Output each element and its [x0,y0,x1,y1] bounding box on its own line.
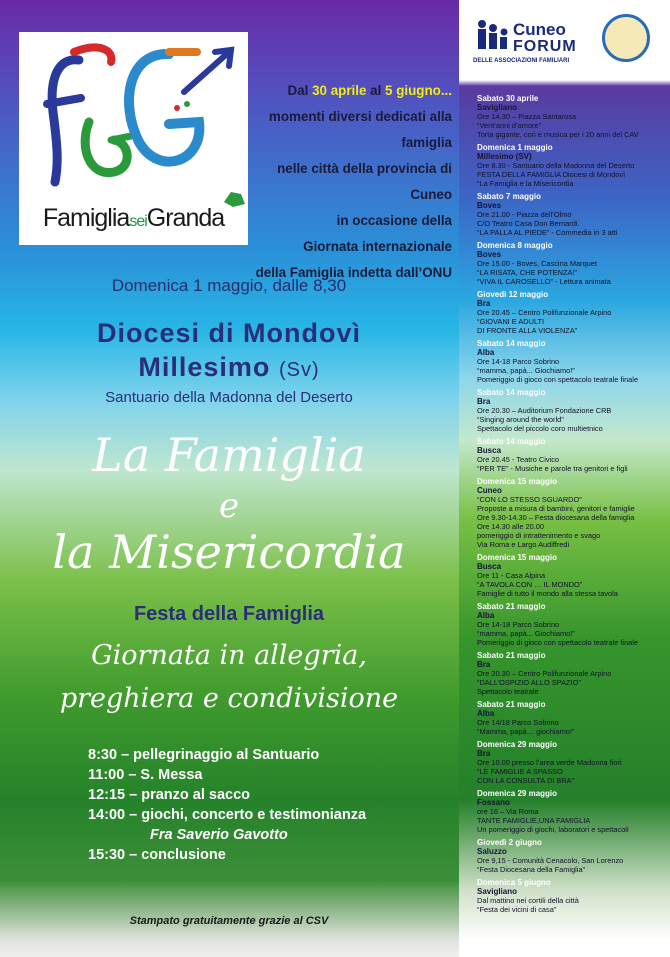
event-detail: Ore 9.30-14.30 – Festa diocesana della famiglia [477,513,635,522]
event-detail: Dal mattino nei cortili della città [477,896,579,905]
event-detail: “PER TE” - Musiche e parole tra genitori e figli [477,464,628,473]
event-detail: “mamma, papà... Giochiamo!” [477,366,575,375]
event-item [477,388,670,433]
event-date-label: Sabato 7 maggio [477,192,542,201]
event-detail: “Mamma, papà… giochiamo!” [477,727,575,736]
program-item: 11:00 – S. Messa [88,767,203,783]
event-detail: FESTA DELLA FAMIGLIA Diocesi di Mondovì [477,170,626,179]
speaker-name: Fra Saverio Gavotto [150,827,288,843]
event-detail: Via Roma e Largo Audiffredi [477,540,570,549]
program-schedule [88,745,448,865]
event-town: Cuneo [477,486,502,495]
event-item [477,192,670,237]
event-date-label: Sabato 21 maggio [477,651,546,660]
event-item [477,437,670,473]
event-date-label: Domenica 15 maggio [477,477,558,486]
logo-graphic [19,32,248,207]
event-detail: “VIVA IL CAROSELLO” - Lettura animata [477,277,611,286]
event-town: Bra [477,397,491,406]
event-detail: “CON LO STESSO SGUARDO” [477,495,582,504]
event-detail: “A TAVOLA CON … IL MONDO” [477,580,583,589]
event-detail: Famiglie di tutto il mondo alla stessa tavola [477,589,618,598]
event-detail: Ore 8.30 - Santuario della Madonna del Deserto [477,161,635,170]
csv-seal-icon [602,14,650,62]
event-date-label: Domenica 15 maggio [477,553,558,562]
event-town: Savigliano [477,887,518,896]
event-item [477,740,670,785]
event-town: Millesimo (SV) [477,152,532,161]
event-detail: Ore 11 - Casa Alpina [477,571,546,580]
event-town: Busca [477,446,502,455]
program-item: 8:30 – pellegrinaggio al Santuario [88,747,320,763]
event-detail: CON LA CONSULTA DI BRA” [477,776,575,785]
event-detail: “DALL’OSPIZIO ALLO SPAZIO” [477,678,581,687]
event-date-label: Sabato 14 maggio [477,339,546,348]
event-town: Bra [477,299,491,308]
print-credit: Stampato gratuitamente grazie al CSV [129,915,329,927]
event-detail: Ore 21.00 - Piazza dell’Olmo [477,210,572,219]
giornata-line-2: preghiera e condivisione [59,683,399,714]
event-detail: Ore 9,15 - Comunità Cenacolo, San Lorenzo [477,856,624,865]
event-town: Alba [477,348,495,357]
event-town: Boves [477,201,502,210]
event-date: Domenica 1 maggio, dalle 8,30 [111,276,347,295]
event-detail: pomeriggio di intrattenimento e svago [477,531,601,540]
event-town: Bra [477,660,491,669]
event-town: Bra [477,749,491,758]
event-detail: “GIOVANI E ADULTI [477,317,545,326]
event-detail: Proposte a misura di bambini, genitori e famiglie [477,504,635,513]
forum-title: Cuneo [513,20,566,39]
event-detail: “Festa Diocesana della Famiglia” [477,865,586,874]
title-line-3: la Misericordia [52,525,406,579]
event-date-label: Sabato 14 maggio [477,388,546,397]
famiglia-sei-granda-logo [19,32,248,245]
event-detail: C/O Teatro Casa Don Bernardi. [477,219,580,228]
event-detail: Ore 14/18 Parco Sobrino [477,718,559,727]
event-date-label: Giovedì 12 maggio [477,290,549,299]
event-town: Saluzzo [477,847,507,856]
forum-people-icon [475,18,511,54]
event-detail: “Vent’anni d’amore” [477,121,542,130]
event-item [477,838,670,874]
event-town: Boves [477,250,502,259]
event-detail: Ore 14-18 Parco Sobrino [477,357,560,366]
event-item [477,339,670,384]
event-date-label: Giovedì 2 giugno [477,838,542,847]
event-item [477,789,670,834]
event-detail: Ore 14.30 alle 20.00 [477,522,544,531]
festa-heading: Festa della Famiglia [133,603,325,625]
event-detail: Ore 10.00 presso l’area verde Madonna fiori [477,758,622,767]
event-detail: TANTE FAMIGLIE,UNA FAMIGLIA [477,816,591,825]
event-date-label: Domenica 8 maggio [477,241,553,250]
event-detail: Pomeriggio di gioco con spettacolo teatrale finale [477,638,639,647]
event-detail: Ore 20.45 - Teatro Civico [477,455,560,464]
event-item [477,241,670,286]
event-detail: “LE FAMIGLIE A SPASSO [477,767,563,776]
forum-subtitle: FORUM [513,38,577,55]
event-town: Savigliano [477,103,518,112]
event-detail: Spettacolo del piccolo coro multietnico [477,424,603,433]
event-date-label: Domenica 29 maggio [477,789,558,798]
town-name: Millesimo (Sv) [138,352,320,382]
program-item: 14:00 – giochi, concerto e testimonianza [88,807,367,823]
event-item [477,700,670,736]
events-list [477,94,670,918]
event-town: Busca [477,562,502,571]
event-detail: Spettacolo teatrale [477,687,539,696]
intro-text: Dal 30 aprile al 5 giugno... momenti diversi dedicati alla famiglia nelle città della provincia di Cuneo in occasione della Giornata internazionale della Famiglia indetta dall’ONU [255,83,452,280]
event-date-label: Domenica 5 giugno [477,878,551,887]
title-line-2: e [218,486,240,526]
event-date-label: Domenica 29 maggio [477,740,558,749]
forum-tagline: DELLE ASSOCIAZIONI FAMILIARI [473,58,570,64]
program-item: 12:15 – pranzo al sacco [88,787,251,803]
event-date-label: Domenica 1 maggio [477,143,553,152]
event-detail: “Singing around the world” [477,415,564,424]
event-item [477,553,670,598]
event-item [477,143,670,188]
sanctuary-name: Santuario della Madonna del Deserto [105,389,353,406]
giornata-line-1: Giornata in allegria, [91,640,367,671]
event-detail: Un pomeriggio di giochi, laboratori e spettacoli [477,825,629,834]
event-town: Alba [477,709,495,718]
event-detail: “LA PALLA AL PIEDE” - Commedia in 3 atti [477,228,618,237]
events-panel [459,0,670,957]
event-detail: Ore 14.30 – Piazza Santarosa [477,112,577,121]
event-town: Alba [477,611,495,620]
event-date-label: Sabato 21 maggio [477,602,546,611]
event-item [477,290,670,335]
event-detail: Ore 20.45 – Centro Polifunzionale Arpino [477,308,612,317]
event-detail: Ore 15.00 - Boves, Cascina Marquet [477,259,597,268]
event-item [477,602,670,647]
diocese-name: Diocesi di Mondovì [96,318,362,348]
event-item [477,651,670,696]
event-date-label: Sabato 30 aprile [477,94,539,103]
event-detail: “mamma, papà... Giochiamo!” [477,629,575,638]
event-detail: Ore 20.30 – Centro Polifunzionale Arpino [477,669,612,678]
title-line-1: La Famiglia [92,428,366,482]
event-detail: “LA RISATA, CHE POTENZA!” [477,268,577,277]
event-town: Fossano [477,798,510,807]
event-detail: Torta gigante, cori e musica per i 20 anni del CAV [477,130,639,139]
event-detail: ore 16 – Via Roma [477,807,539,816]
event-detail: DI FRONTE ALLA VIOLENZA” [477,326,578,335]
event-item [477,477,670,549]
logo-wordmark: FamigliaseiGranda [42,204,225,232]
event-detail: Ore 14-18 Parco Sobrino [477,620,560,629]
event-detail: Pomeriggio di gioco con spettacolo teatrale finale [477,375,639,384]
event-date-label: Sabato 21 maggio [477,700,546,709]
event-item [477,94,670,139]
event-detail: “La Famiglia e la Misericordia [477,179,574,188]
event-item [477,878,670,914]
event-detail: Ore 20.30 – Auditorium Fondazione CRB [477,406,612,415]
event-detail: “Festa dei vicini di casa” [477,905,557,914]
event-date-label: Sabato 14 maggio [477,437,546,446]
program-item: 15:30 – conclusione [88,847,226,863]
